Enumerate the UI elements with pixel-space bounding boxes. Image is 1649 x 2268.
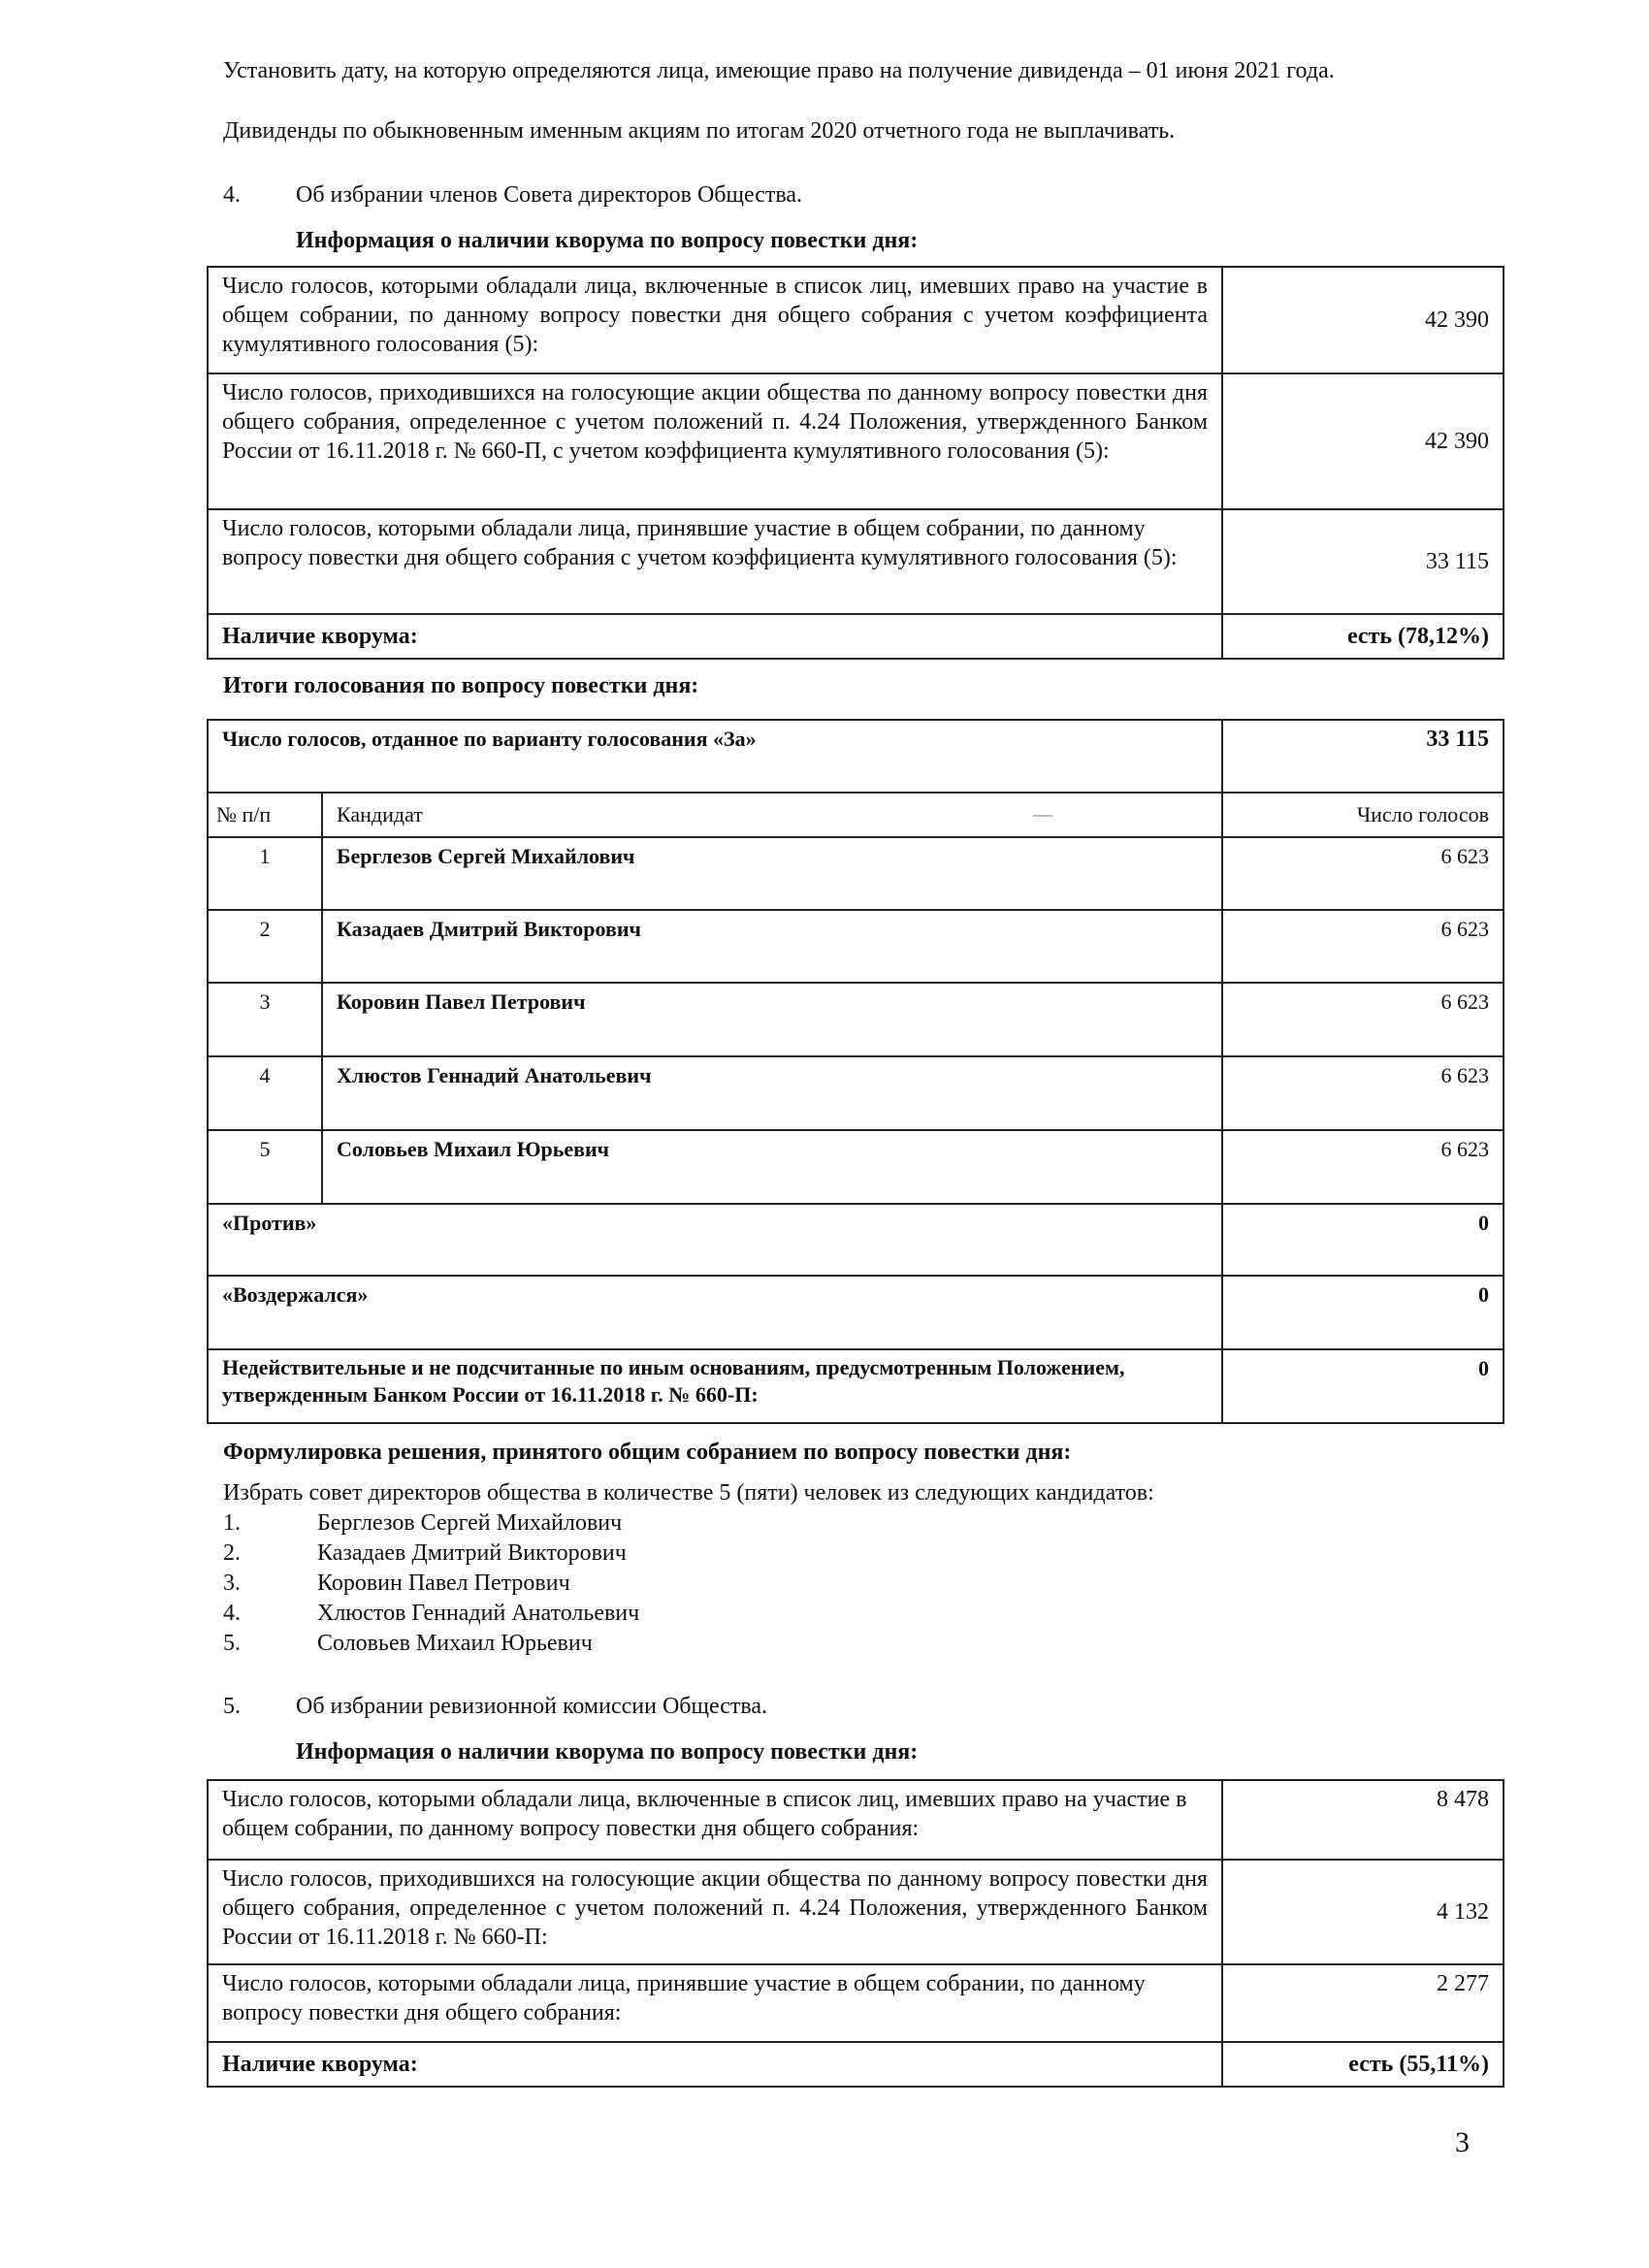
candidate-name: Хлюстов Геннадий Анатольевич — [322, 1056, 1222, 1130]
item4-decision-text: Избрать совет директоров общества в количестве 5 (пяти) человек из следующих кандидатов: — [223, 1480, 1154, 1506]
item4-results-table — [207, 719, 1504, 1424]
table-row — [208, 1276, 1504, 1349]
table-row — [208, 1860, 1504, 1964]
quorum-row-value: 42 390 — [1222, 267, 1504, 373]
list-item-name: Коровин Павел Петрович — [317, 1571, 570, 1596]
quorum-row-label: Число голосов, которыми обладали лица, включенные в список лиц, имевших право на участие в общем собрании, по данному вопросу повестки дня общего собрания с учетом коэффициента кумулятивного голосования (5): — [208, 267, 1222, 373]
table-row — [208, 837, 1504, 910]
candidate-number: 1 — [208, 837, 322, 910]
item5-quorum-heading: Информация о наличии кворума по вопросу повестки дня: — [296, 1739, 919, 1765]
column-header-number: № п/п — [208, 793, 322, 837]
item4-quorum-table — [207, 266, 1504, 660]
votes-invalid-value: 0 — [1222, 1349, 1504, 1423]
page-number: 3 — [1455, 2126, 1470, 2158]
quorum-row-label: Число голосов, приходившихся на голосующие акции общества по данному вопросу повестки дня общего собрания, определенное с учетом положений п. 4.24 Положения, утвержденного Банком России от 16.11.2018 г. № 660-П, с учетом коэффициента кумулятивного голосования (5): — [208, 373, 1222, 509]
agenda-item-4-title: Об избрании членов Совета директоров Общества. — [296, 182, 803, 208]
list-item-number: 1. — [223, 1510, 241, 1536]
candidate-votes: 6 623 — [1222, 837, 1504, 910]
quorum-row-label: Число голосов, приходившихся на голосующие акции общества по данному вопросу повестки дня общего собрания, определенное с учетом положений п. 4.24 Положения, утвержденного Банком России от 16.11.2018 г. № 660-П: — [208, 1860, 1222, 1964]
table-row — [208, 910, 1504, 983]
list-item-number: 3. — [223, 1571, 241, 1596]
list-item-number: 5. — [223, 1631, 241, 1656]
list-item-name: Берглезов Сергей Михайлович — [317, 1510, 623, 1536]
table-row — [208, 614, 1504, 659]
votes-abstain-value: 0 — [1222, 1276, 1504, 1349]
candidate-number: 2 — [208, 910, 322, 983]
quorum-row-label: Число голосов, которыми обладали лица, включенные в список лиц, имевших право на участие в общем собрании, по данному вопросу повестки дня общего собрания: — [208, 1780, 1222, 1860]
table-row — [208, 2042, 1504, 2087]
column-header-candidate: Кандидат — [322, 793, 1222, 837]
table-row — [208, 1780, 1504, 1860]
agenda-item-4-number: 4. — [223, 182, 241, 208]
table-row — [208, 1349, 1504, 1423]
list-item-number: 4. — [223, 1601, 241, 1626]
item4-results-heading: Итоги голосования по вопросу повестки дня: — [223, 673, 699, 698]
list-item-name: Хлюстов Геннадий Анатольевич — [317, 1601, 640, 1626]
table-row — [208, 1056, 1504, 1130]
table-row — [208, 1130, 1504, 1204]
votes-for-label: Число голосов, отданное по варианту голосования «За» — [208, 720, 1222, 793]
agenda-item-5-number: 5. — [223, 1694, 241, 1719]
candidate-name: Берглезов Сергей Михайлович — [322, 837, 1222, 910]
table-row — [208, 373, 1504, 509]
item4-quorum-heading: Информация о наличии кворума по вопросу повестки дня: — [296, 228, 919, 253]
votes-for-value: 33 115 — [1222, 720, 1504, 793]
votes-abstain-label: «Воздержался» — [208, 1276, 1222, 1349]
quorum-row-value: 42 390 — [1222, 373, 1504, 509]
candidate-number: 5 — [208, 1130, 322, 1204]
agenda-item-5-title: Об избрании ревизионной комиссии Общества. — [296, 1694, 768, 1719]
quorum-total-value: есть (55,11%) — [1222, 2042, 1504, 2087]
table-row — [208, 1964, 1504, 2042]
scan-mark — [1033, 815, 1052, 817]
list-item-name: Соловьев Михаил Юрьевич — [317, 1631, 593, 1656]
table-row — [208, 983, 1504, 1056]
list-item-name: Казадаев Дмитрий Викторович — [317, 1540, 627, 1566]
quorum-row-value: 33 115 — [1222, 509, 1504, 614]
quorum-row-value: 4 132 — [1222, 1860, 1504, 1964]
item4-decision-heading: Формулировка решения, принятого общим собранием по вопросу повестки дня: — [223, 1440, 1072, 1465]
table-row — [208, 1204, 1504, 1276]
candidate-votes: 6 623 — [1222, 1130, 1504, 1204]
dividend-payment-paragraph: Дивиденды по обыкновенным именным акциям по итогам 2020 отчетного года не выплачивать. — [223, 118, 1176, 144]
quorum-row-value: 8 478 — [1222, 1780, 1504, 1860]
candidate-number: 3 — [208, 983, 322, 1056]
votes-against-value: 0 — [1222, 1204, 1504, 1276]
dividend-date-paragraph: Установить дату, на которую определяются лица, имеющие право на получение дивиденда – 01 июня 2021 года. — [223, 58, 1335, 83]
quorum-row-value: 2 277 — [1222, 1964, 1504, 2042]
candidate-votes: 6 623 — [1222, 910, 1504, 983]
list-item-number: 2. — [223, 1540, 241, 1566]
item5-quorum-table — [207, 1779, 1504, 2088]
table-row — [208, 509, 1504, 614]
column-header-votes: Число голосов — [1222, 793, 1504, 837]
table-row — [208, 720, 1504, 793]
candidate-name: Соловьев Михаил Юрьевич — [322, 1130, 1222, 1204]
votes-invalid-label: Недействительные и не подсчитанные по иным основаниям, предусмотренным Положением, утвержденным Банком России от 16.11.2018 г. № 660-П: — [208, 1349, 1222, 1423]
table-row — [208, 267, 1504, 373]
quorum-total-value: есть (78,12%) — [1222, 614, 1504, 659]
candidate-name: Коровин Павел Петрович — [322, 983, 1222, 1056]
quorum-row-label: Число голосов, которыми обладали лица, принявшие участие в общем собрании, по данному вопросу повестки дня общего собрания с учетом коэффициента кумулятивного голосования (5): — [208, 509, 1222, 614]
table-row — [208, 793, 1504, 837]
candidate-number: 4 — [208, 1056, 322, 1130]
quorum-total-label: Наличие кворума: — [208, 614, 1222, 659]
candidate-name: Казадаев Дмитрий Викторович — [322, 910, 1222, 983]
candidate-votes: 6 623 — [1222, 1056, 1504, 1130]
votes-against-label: «Против» — [208, 1204, 1222, 1276]
candidate-votes: 6 623 — [1222, 983, 1504, 1056]
quorum-row-label: Число голосов, которыми обладали лица, принявшие участие в общем собрании, по данному вопросу повестки дня общего собрания: — [208, 1964, 1222, 2042]
quorum-total-label: Наличие кворума: — [208, 2042, 1222, 2087]
